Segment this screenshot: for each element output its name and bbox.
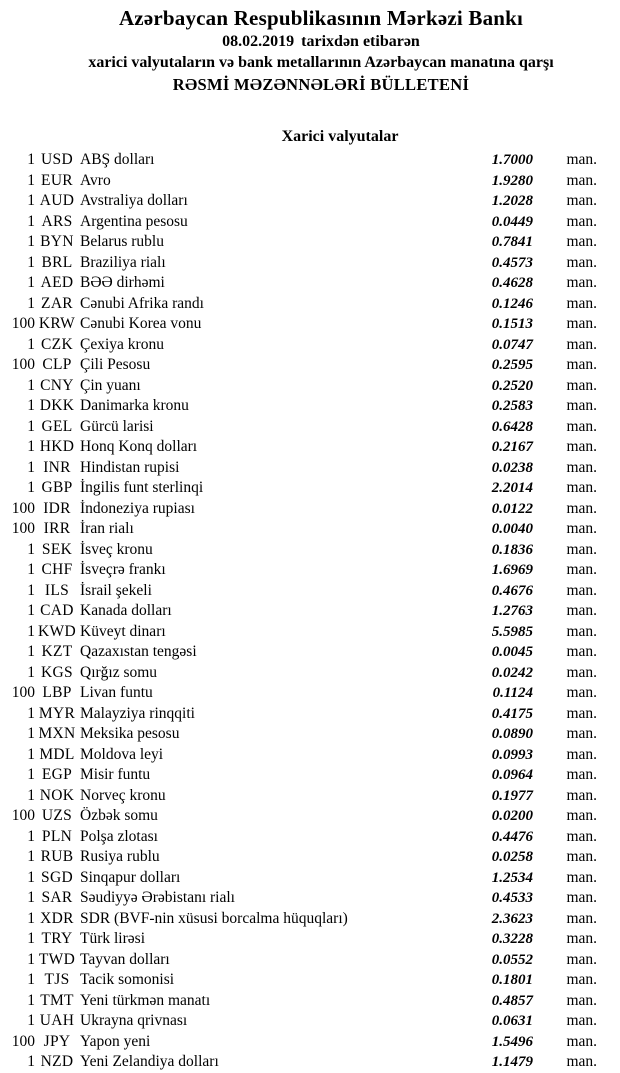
currency-name-cell: Türk lirəsi xyxy=(80,930,145,947)
unit-cell: man. xyxy=(566,212,597,230)
currency-name-cell: İsrail şekeli xyxy=(80,581,152,599)
bank-name-title: Azərbaycan Respublikasının Mərkəzi Bankı xyxy=(118,6,524,30)
currency-code-cell: IRR xyxy=(43,520,71,537)
unit-cell: man. xyxy=(566,253,597,271)
rate-value-cell: 0.7841 xyxy=(491,234,533,250)
currency-name-cell: Yeni türkmən manatı xyxy=(80,991,211,1009)
quantity-cell: 100 xyxy=(11,1032,35,1050)
currency-name-cell: İsveçrə frankı xyxy=(80,561,166,578)
rate-row xyxy=(0,376,620,397)
rate-value-cell: 0.1246 xyxy=(491,295,533,312)
rate-row xyxy=(0,950,620,971)
quantity-cell: 1 xyxy=(27,930,35,947)
unit-cell: man. xyxy=(566,848,597,865)
rate-value-cell: 0.2520 xyxy=(491,377,533,394)
unit-cell: man. xyxy=(566,335,597,353)
currency-code-cell: TJS xyxy=(44,971,70,988)
currency-name-cell: Yapon yeni xyxy=(80,1032,151,1050)
rate-row xyxy=(0,417,620,438)
unit-cell: man. xyxy=(566,1012,597,1029)
rate-row xyxy=(0,786,620,807)
currency-code-cell: RUB xyxy=(40,848,74,865)
currency-code-cell: CZK xyxy=(41,335,73,353)
unit-cell: man. xyxy=(566,458,597,476)
quantity-cell: 100 xyxy=(11,499,35,517)
rate-row xyxy=(0,1032,620,1053)
currency-name-cell: İndoneziya rupiası xyxy=(80,499,195,517)
currency-name-cell: Səudiyyə Ərəbistanı rialı xyxy=(80,889,235,906)
quantity-cell: 1 xyxy=(27,458,35,476)
currency-name-cell: ABŞ dolları xyxy=(80,151,155,168)
quantity-cell: 1 xyxy=(27,274,35,291)
rate-row xyxy=(0,868,620,889)
currency-code-cell: GBP xyxy=(41,479,73,496)
rate-value-cell: 0.4175 xyxy=(491,705,533,722)
unit-cell: man. xyxy=(566,294,597,312)
unit-cell: man. xyxy=(566,151,597,168)
currency-code-cell: TRY xyxy=(41,930,73,947)
rate-value-cell: 0.6428 xyxy=(491,418,533,435)
rate-row xyxy=(0,1011,620,1032)
quantity-cell: 1 xyxy=(27,171,35,189)
rate-row xyxy=(0,437,620,458)
rate-row xyxy=(0,478,620,499)
quantity-cell: 1 xyxy=(27,417,35,435)
unit-cell: man. xyxy=(566,643,597,660)
rate-value-cell: 0.0045 xyxy=(491,644,533,660)
unit-cell: man. xyxy=(566,1032,597,1050)
unit-cell: man. xyxy=(566,417,597,435)
unit-cell: man. xyxy=(566,376,597,394)
quantity-cell: 1 xyxy=(27,766,35,783)
currency-code-cell: PLN xyxy=(41,827,73,845)
unit-cell: man. xyxy=(566,397,597,414)
rate-value-cell: 0.4573 xyxy=(491,254,533,271)
rate-row xyxy=(0,212,620,233)
currency-code-cell: JPY xyxy=(43,1032,71,1050)
unit-cell: man. xyxy=(566,315,597,332)
quantity-cell: 100 xyxy=(11,356,35,373)
currency-name-cell: Moldova leyi xyxy=(80,745,164,763)
currency-code-cell: IDR xyxy=(43,499,71,517)
rate-value-cell: 0.2583 xyxy=(491,398,533,414)
rate-value-cell: 1.5496 xyxy=(491,1033,533,1050)
currency-code-cell: XDR xyxy=(40,909,74,927)
unit-cell: man. xyxy=(566,274,597,291)
rate-value-cell: 0.2595 xyxy=(491,357,533,373)
currency-name-cell: İsveç kronu xyxy=(80,540,153,558)
currency-code-cell: AED xyxy=(40,274,74,291)
currency-code-cell: EGP xyxy=(41,766,73,783)
currency-name-cell: Avro xyxy=(80,171,111,189)
currency-name-cell: İran rialı xyxy=(80,520,134,537)
unit-cell: man. xyxy=(566,233,597,250)
quantity-cell: 1 xyxy=(27,848,35,865)
rate-row xyxy=(0,929,620,950)
currency-name-cell: Argentina pesosu xyxy=(80,212,188,230)
rate-value-cell: 0.1124 xyxy=(492,685,533,701)
rate-value-cell: 0.2167 xyxy=(491,439,533,455)
rate-value-cell: 1.2028 xyxy=(491,193,533,209)
currency-name-cell: Cənubi Korea vonu xyxy=(80,315,202,332)
unit-cell: man. xyxy=(566,827,597,845)
rate-row xyxy=(0,540,620,561)
rate-row xyxy=(0,991,620,1012)
rate-value-cell: 0.4476 xyxy=(491,828,533,845)
unit-cell: man. xyxy=(566,807,597,824)
unit-cell: man. xyxy=(566,704,597,722)
currency-name-cell: Cənubi Afrika randı xyxy=(80,294,204,312)
currency-name-cell: Yeni Zelandiya dolları xyxy=(80,1053,219,1070)
rate-row xyxy=(0,581,620,602)
rate-value-cell: 1.2534 xyxy=(491,869,533,886)
currency-code-cell: BYN xyxy=(40,233,74,250)
rate-row xyxy=(0,745,620,766)
quantity-cell: 1 xyxy=(27,991,35,1009)
rate-row xyxy=(0,171,620,192)
currency-name-cell: Sinqapur dolları xyxy=(80,868,181,886)
currency-code-cell: KZT xyxy=(41,643,73,660)
currency-code-cell: NZD xyxy=(40,1053,74,1070)
rate-value-cell: 0.0122 xyxy=(491,500,533,517)
quantity-cell: 1 xyxy=(27,950,35,968)
currency-code-cell: ARS xyxy=(41,212,73,230)
currency-code-cell: UAH xyxy=(39,1012,75,1029)
quantity-cell: 1 xyxy=(27,971,35,988)
currency-code-cell: BRL xyxy=(41,253,73,271)
unit-cell: man. xyxy=(566,745,597,763)
unit-cell: man. xyxy=(566,1053,597,1070)
rate-value-cell: 0.0449 xyxy=(491,213,533,230)
currency-name-cell: Belarus rublu xyxy=(80,233,164,250)
currency-name-cell: Çili Pesosu xyxy=(80,356,151,373)
effective-date: 08.02.2019 xyxy=(222,33,295,50)
rate-row xyxy=(0,314,620,335)
quantity-cell: 1 xyxy=(27,704,35,722)
unit-cell: man. xyxy=(566,930,597,947)
rate-value-cell: 0.1801 xyxy=(491,972,533,988)
rate-row xyxy=(0,335,620,356)
currency-name-cell: Özbək somu xyxy=(80,807,158,824)
rate-value-cell: 0.0993 xyxy=(491,746,533,763)
quantity-cell: 1 xyxy=(27,561,35,578)
currency-name-cell: Polşa zlotası xyxy=(80,827,158,845)
quantity-cell: 1 xyxy=(27,151,35,168)
quantity-cell: 1 xyxy=(27,868,35,886)
unit-cell: man. xyxy=(566,479,597,496)
currency-code-cell: CHF xyxy=(41,561,73,578)
currency-name-cell: Gürcü larisi xyxy=(80,417,154,435)
currency-code-cell: UZS xyxy=(41,807,73,824)
currency-name-cell: Qırğız somu xyxy=(80,663,158,681)
rate-value-cell: 0.0258 xyxy=(491,849,533,865)
currency-code-cell: MXN xyxy=(38,725,76,742)
unit-cell: man. xyxy=(566,602,597,619)
quantity-cell: 1 xyxy=(27,540,35,558)
rate-value-cell: 0.1977 xyxy=(491,787,533,804)
currency-name-cell: İngilis funt sterlinqi xyxy=(80,479,204,496)
quantity-cell: 1 xyxy=(27,1012,35,1029)
rate-value-cell: 0.3228 xyxy=(491,931,533,947)
rate-value-cell: 1.9280 xyxy=(491,172,533,189)
currency-code-cell: HKD xyxy=(39,438,75,455)
rate-row xyxy=(0,704,620,725)
rate-row xyxy=(0,724,620,745)
rate-row xyxy=(0,396,620,417)
quantity-cell: 1 xyxy=(27,397,35,414)
currency-code-cell: CAD xyxy=(40,602,74,619)
quantity-cell: 1 xyxy=(27,745,35,763)
quantity-cell: 1 xyxy=(27,786,35,804)
rate-value-cell: 2.3623 xyxy=(491,910,533,927)
currency-name-cell: Honq Konq dolları xyxy=(80,438,198,455)
unit-cell: man. xyxy=(566,561,597,578)
currency-name-cell: Livan funtu xyxy=(80,684,153,701)
quantity-cell: 1 xyxy=(27,233,35,250)
rate-row xyxy=(0,191,620,212)
currency-code-cell: AUD xyxy=(39,192,75,209)
currency-code-cell: KWD xyxy=(38,622,76,640)
rate-row xyxy=(0,827,620,848)
quantity-cell: 1 xyxy=(27,438,35,455)
currency-name-cell: Braziliya rialı xyxy=(80,253,166,271)
rate-value-cell: 0.0747 xyxy=(491,336,533,353)
rate-value-cell: 0.0040 xyxy=(491,521,533,537)
rate-value-cell: 0.0890 xyxy=(491,726,533,742)
rate-row xyxy=(0,232,620,253)
rate-row xyxy=(0,683,620,704)
currency-code-cell: DKK xyxy=(39,397,75,414)
currency-name-cell: Küveyt dinarı xyxy=(80,622,166,640)
quantity-cell: 1 xyxy=(27,909,35,927)
rate-row xyxy=(0,273,620,294)
currency-name-cell: Hindistan rupisi xyxy=(80,458,180,476)
rate-value-cell: 0.0242 xyxy=(491,664,533,681)
unit-cell: man. xyxy=(566,540,597,558)
currency-name-cell: Norveç kronu xyxy=(80,786,166,804)
quantity-cell: 1 xyxy=(27,192,35,209)
unit-cell: man. xyxy=(566,192,597,209)
currency-code-cell: ILS xyxy=(44,581,70,599)
quantity-cell: 1 xyxy=(27,479,35,496)
currency-code-cell: KGS xyxy=(41,663,73,681)
rate-value-cell: 0.4628 xyxy=(491,275,533,291)
currency-name-cell: Qazaxıstan tengəsi xyxy=(80,643,197,660)
quantity-cell: 1 xyxy=(27,212,35,230)
currency-code-cell: LBP xyxy=(42,684,72,701)
quantity-cell: 1 xyxy=(27,643,35,660)
section-title-foreign-currencies: Xarici valyutalar xyxy=(281,128,399,145)
rate-row xyxy=(0,622,620,643)
quantity-cell: 1 xyxy=(27,376,35,394)
rate-row xyxy=(0,765,620,786)
currency-code-cell: TMT xyxy=(40,991,74,1009)
currency-name-cell: Meksika pesosu xyxy=(80,725,180,742)
effective-date-suffix: tarixdən etibarən xyxy=(301,33,420,50)
quantity-cell: 1 xyxy=(27,827,35,845)
rate-value-cell: 0.0200 xyxy=(491,808,533,824)
rate-value-cell: 0.4533 xyxy=(491,890,533,906)
document-header xyxy=(0,0,620,96)
quantity-cell: 1 xyxy=(27,335,35,353)
quantity-cell: 1 xyxy=(27,663,35,681)
quantity-cell: 1 xyxy=(27,725,35,742)
document-subtitle: xarici valyutaların və bank metallarının Azərbaycan manatına qarşı xyxy=(88,54,554,71)
rate-value-cell: 0.0631 xyxy=(491,1013,533,1029)
rate-row xyxy=(0,355,620,376)
quantity-cell: 1 xyxy=(27,889,35,906)
currency-code-cell: SAR xyxy=(41,889,73,906)
rate-row xyxy=(0,1052,620,1073)
unit-cell: man. xyxy=(566,663,597,681)
rate-value-cell: 0.1836 xyxy=(491,541,533,558)
currency-name-cell: Rusiya rublu xyxy=(80,848,160,865)
currency-code-cell: EUR xyxy=(41,171,73,189)
currency-name-cell: Ukrayna qrivnası xyxy=(80,1012,188,1029)
unit-cell: man. xyxy=(566,786,597,804)
rate-row xyxy=(0,519,620,540)
currency-code-cell: KRW xyxy=(38,315,76,332)
currency-code-cell: MYR xyxy=(38,704,76,722)
rate-value-cell: 0.4857 xyxy=(491,992,533,1009)
rate-value-cell: 5.5985 xyxy=(491,623,533,640)
rate-value-cell: 0.1513 xyxy=(491,316,533,332)
quantity-cell: 100 xyxy=(11,520,35,537)
currency-code-cell: GEL xyxy=(41,417,73,435)
quantity-cell: 1 xyxy=(27,622,35,640)
rate-row xyxy=(0,888,620,909)
currency-name-cell: Tayvan dolları xyxy=(80,950,170,968)
currency-code-cell: CNY xyxy=(40,376,74,394)
currency-code-cell: ZAR xyxy=(41,294,73,312)
effective-date-line xyxy=(22,31,620,52)
unit-cell: man. xyxy=(566,950,597,968)
currency-code-cell: USD xyxy=(41,151,73,168)
currency-code-cell: NOK xyxy=(39,786,75,804)
rate-row xyxy=(0,847,620,868)
currency-code-cell: INR xyxy=(43,458,71,476)
unit-cell: man. xyxy=(566,684,597,701)
rate-value-cell: 1.7000 xyxy=(491,152,533,168)
currency-code-cell: SGD xyxy=(41,868,73,886)
rate-value-cell: 1.2763 xyxy=(491,603,533,619)
quantity-cell: 1 xyxy=(27,253,35,271)
unit-cell: man. xyxy=(566,438,597,455)
currency-name-cell: Avstraliya dolları xyxy=(80,192,188,209)
quantity-cell: 100 xyxy=(11,807,35,824)
currency-code-cell: MDL xyxy=(39,745,75,763)
unit-cell: man. xyxy=(566,868,597,886)
unit-cell: man. xyxy=(566,499,597,517)
unit-cell: man. xyxy=(566,520,597,537)
currency-name-cell: Misir funtu xyxy=(80,766,151,783)
unit-cell: man. xyxy=(566,991,597,1009)
rate-row xyxy=(0,560,620,581)
rate-value-cell: 1.1479 xyxy=(491,1054,533,1070)
currency-name-cell: BƏƏ dirhəmi xyxy=(80,274,165,291)
unit-cell: man. xyxy=(566,725,597,742)
currency-code-cell: SEK xyxy=(41,540,73,558)
unit-cell: man. xyxy=(566,889,597,906)
rate-value-cell: 0.0238 xyxy=(491,459,533,476)
unit-cell: man. xyxy=(566,622,597,640)
rate-row xyxy=(0,601,620,622)
unit-cell: man. xyxy=(566,581,597,599)
currency-name-cell: SDR (BVF-nin xüsusi borcalma hüquqları) xyxy=(80,909,348,927)
rate-row xyxy=(0,909,620,930)
rate-value-cell: 2.2014 xyxy=(491,480,533,496)
exchange-rates-table xyxy=(0,150,620,1073)
rate-value-cell: 0.0964 xyxy=(491,767,533,783)
unit-cell: man. xyxy=(566,766,597,783)
unit-cell: man. xyxy=(566,356,597,373)
rate-row xyxy=(0,806,620,827)
currency-name-cell: Çin yuanı xyxy=(80,376,141,394)
quantity-cell: 100 xyxy=(11,315,35,332)
currency-name-cell: Çexiya kronu xyxy=(80,335,164,353)
rate-value-cell: 1.6969 xyxy=(491,562,533,578)
currency-name-cell: Danimarka kronu xyxy=(80,397,189,414)
rate-row xyxy=(0,499,620,520)
rate-row xyxy=(0,294,620,315)
quantity-cell: 1 xyxy=(27,1053,35,1070)
unit-cell: man. xyxy=(566,171,597,189)
rate-row xyxy=(0,253,620,274)
quantity-cell: 1 xyxy=(27,581,35,599)
currency-name-cell: Tacik somonisi xyxy=(80,971,175,988)
quantity-cell: 100 xyxy=(11,684,35,701)
currency-name-cell: Malayziya rinqqiti xyxy=(80,704,195,722)
currency-code-cell: CLP xyxy=(42,356,72,373)
currency-name-cell: Kanada dolları xyxy=(80,602,172,619)
currency-code-cell: TWD xyxy=(38,950,76,968)
unit-cell: man. xyxy=(566,909,597,927)
rate-row xyxy=(0,970,620,991)
quantity-cell: 1 xyxy=(27,602,35,619)
unit-cell: man. xyxy=(566,971,597,988)
bulletin-title: RƏSMİ MƏZƏNNƏLƏRİ BÜLLETENİ xyxy=(172,75,470,94)
quantity-cell: 1 xyxy=(27,294,35,312)
rate-row xyxy=(0,663,620,684)
rate-row xyxy=(0,458,620,479)
rate-value-cell: 0.4676 xyxy=(491,582,533,599)
rate-value-cell: 0.0552 xyxy=(491,951,533,968)
rate-row xyxy=(0,150,620,171)
rate-row xyxy=(0,642,620,663)
